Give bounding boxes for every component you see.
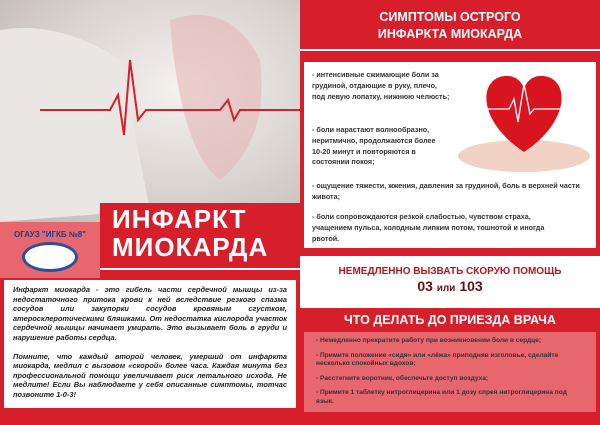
divider	[100, 268, 300, 270]
action-item: - Примите 1 таблетку нитроглицерина или 1 дозу спрея нитроглицерина под язык.	[316, 389, 567, 405]
symptoms-panel	[304, 62, 596, 248]
hospital-logo-icon	[22, 242, 78, 272]
number-03: 03	[417, 278, 433, 294]
intro-paragraph: Инфаркт миокарда - это гибель части сердечной мышцы из-за недостаточного притока крови к ней вследствие резкого спазма сосудов или закупорки сосудов кровяным сгустком, атеросклеротическими бляшками. От недостатка кислорода участок сердечной мышцы начинает умирать. Это вызывает боль в груди и нарушение работы сердца.	[13, 285, 287, 342]
ecg-line-icon	[0, 0, 300, 222]
action-item: - Расстегните воротник, обеспечьте доступ воздуха;	[316, 374, 489, 382]
symptoms-heading	[300, 0, 600, 48]
title-line-2: МИОКАРДА	[112, 232, 269, 262]
organization-name: ОГАУЗ "ИГКБ №8"	[13, 230, 87, 239]
action-item: - Примите положение «сидя» или «лёжа» приподняв изголовье, сделайте несколько спокойных вдохов;	[316, 351, 559, 368]
symptom-item: - боли сопровождаются резкой слабостью, чувством страха, учащением пульса, холодным липким потом, тошнотой и иногда рвотой.	[312, 212, 545, 243]
symptom-item: - интенсивные сжимающие боли за грудиной, отдающие в руку, плечо, под левую лопатку, нижнюю челюсть;	[312, 70, 450, 101]
intro-text	[4, 280, 296, 408]
emergency-call-block	[300, 256, 600, 308]
intro-paragraph: Помните, что каждый второй человек, умерший от инфаркта миокарда, медлил с вызовом «скорой» более часа. Каждая минута без профессиональной помощи увеличивает риск летального исхода. Не медлите! Если Вы наблюдаете у себя описанные симптомы, тотчас позвоните 1-0-3!	[13, 351, 287, 399]
heart-in-hands-icon	[454, 64, 594, 174]
title-line-1: ИНФАРКТ	[112, 204, 247, 234]
symptoms-heading-line: ИНФАРКТА МИОКАРДА	[377, 27, 523, 41]
call-title: НЕМЕДЛЕННО ВЫЗВАТЬ СКОРУЮ ПОМОЩЬ	[338, 266, 562, 277]
actions-heading: ЧТО ДЕЛАТЬ ДО ПРИЕЗДА ВРАЧА	[344, 313, 556, 327]
page-title	[112, 205, 268, 261]
chest-pain-photo	[0, 0, 300, 222]
action-item: - Немедленно прекратите работу при возникновении боли в сердце;	[316, 337, 542, 344]
symptom-item: - боли нарастают волнообразно, неритмично, продолжаются более 10-20 минут и повторяются в состоянии покоя;	[312, 125, 436, 167]
divider	[300, 49, 600, 51]
emergency-numbers	[300, 278, 600, 294]
symptoms-heading-line: СИМПТОМЫ ОСТРОГО	[379, 10, 521, 24]
or-text: или	[436, 283, 456, 294]
symptom-item: - ощущение тяжести, жжения, давления за грудиной, боль в верхней части живота;	[312, 181, 580, 201]
actions-list	[304, 332, 596, 412]
number-103: 103	[459, 278, 483, 294]
